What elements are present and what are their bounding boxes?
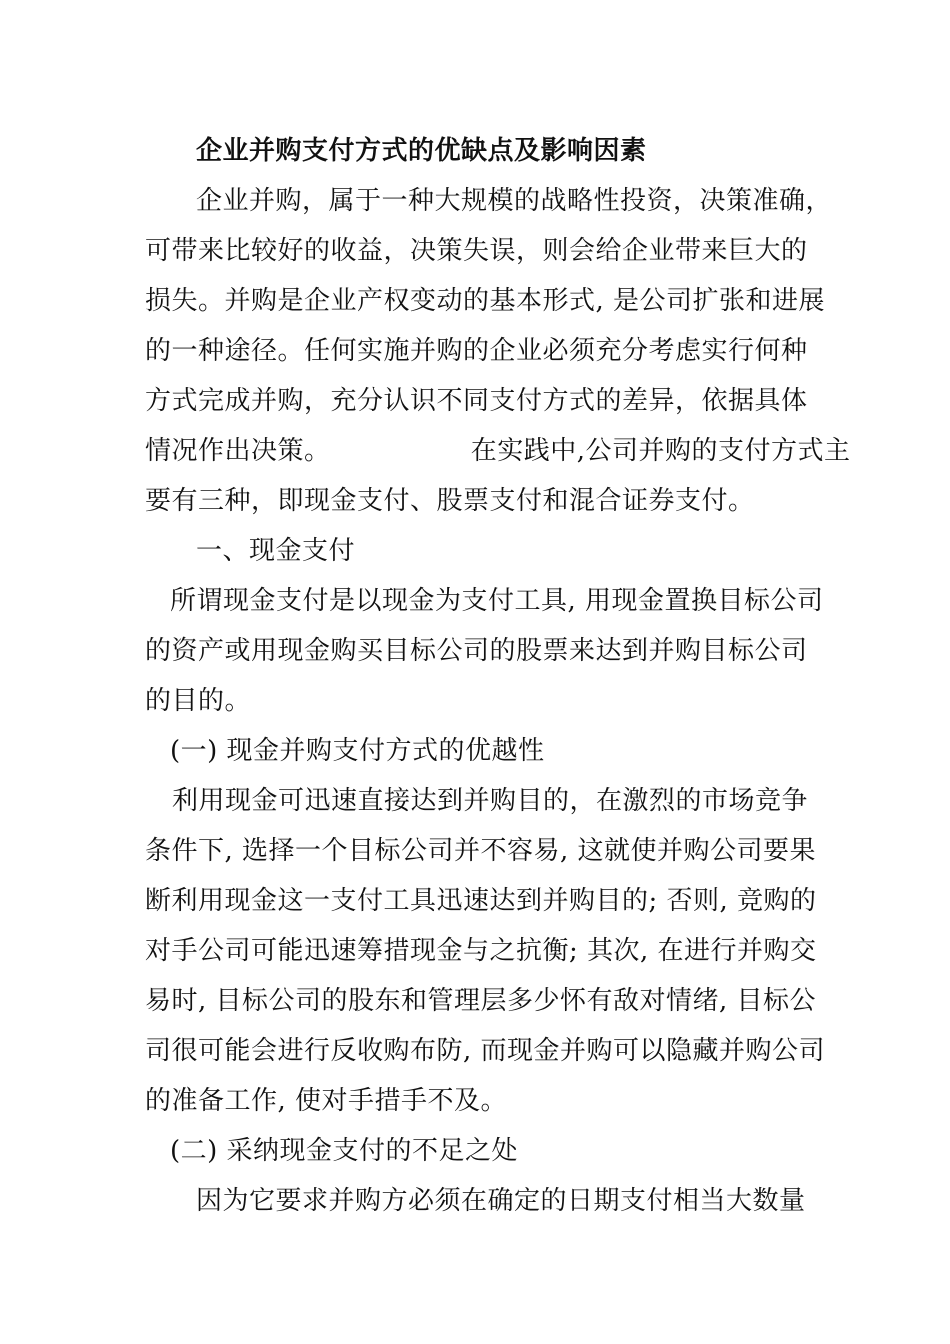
paragraph-line: 利用现金可迅速直接达到并购目的，在激烈的市场竞争 [172,786,809,816]
paragraph-line: 易时, 目标公司的股东和管理层多少怀有敌对情绪, 目标公 [145,986,817,1016]
subsection-heading: (二) 采纳现金支付的不足之处 [170,1136,519,1166]
paragraph-line: 损失。并购是企业产权变动的基本形式, 是公司扩张和进展 [145,286,826,316]
paragraph-line: 要有三种，即现金支付、股票支付和混合证券支付。 [145,486,755,516]
paragraph-line: 司很可能会进行反收购布防, 而现金并购可以隐藏并购公司 [145,1036,826,1066]
section-heading: 一、现金支付 [196,536,356,566]
paragraph-line: 对手公司可能迅速筹措现金与之抗衡; 其次, 在进行并购交 [145,936,817,966]
paragraph-line: 可带来比较好的收益，决策失误，则会给企业带来巨大的 [145,236,808,266]
paragraph-line: 断利用现金这一支付工具迅速达到并购目的; 否则, 竞购的 [145,886,817,916]
paragraph-line: 因为它要求并购方必须在确定的日期支付相当大数量 [196,1186,806,1216]
paragraph-line: 的准备工作, 使对手措手不及。 [145,1086,508,1116]
paragraph-line: 所谓现金支付是以现金为支付工具, 用现金置换目标公司 [170,586,824,616]
paragraph-line: 的一种途径。任何实施并购的企业必须充分考虑实行何种 [145,336,808,366]
subsection-heading: (一) 现金并购支付方式的优越性 [170,736,545,766]
paragraph-line: 方式完成并购，充分认识不同支付方式的差异，依据具体 [145,386,808,416]
document-title: 企业并购支付方式的优缺点及影响因素 [196,136,647,166]
paragraph-line: 情况作出决策。 在实践中,公司并购的支付方式主 [145,436,851,466]
paragraph-line: 的资产或用现金购买目标公司的股票来达到并购目标公司 [145,636,808,666]
paragraph-line: 企业并购，属于一种大规模的战略性投资，决策准确， [196,186,833,216]
paragraph-line: 条件下, 选择一个目标公司并不容易, 这就使并购公司要果 [145,836,817,866]
paragraph-line: 的目的。 [145,686,252,716]
